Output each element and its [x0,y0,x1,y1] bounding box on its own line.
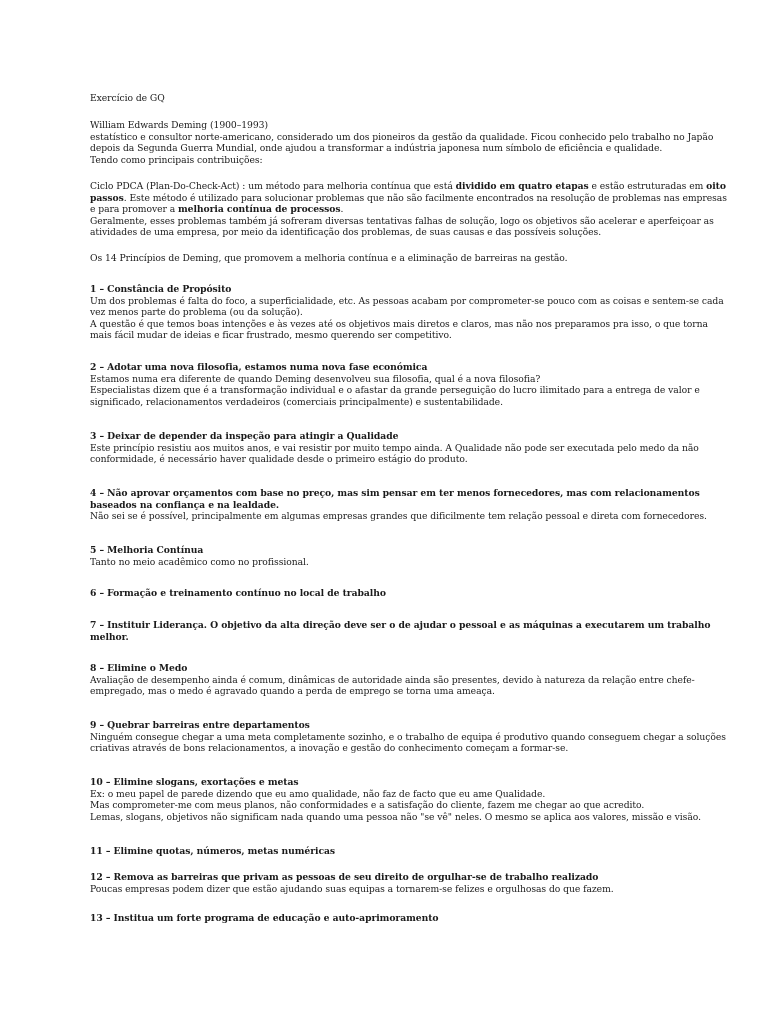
principle-section [90,777,701,823]
principle-text: significado, relacionamentos verdadeiros (comerciais principalmente) e sustentabilidade. [90,396,503,408]
pdca-emphasis: oito [706,181,726,192]
principle-text: Lemas, slogans, objetivos não significam nada quando uma pessoa não "se vê" neles. O mesmo se aplica aos valores, missão e visão. [90,811,701,823]
principle-heading: baseados na confiança e na lealdade. [90,499,280,511]
pdca-line [90,204,690,216]
pdca-text: e estão estruturadas em [588,181,707,192]
principle-text: Ninguém consegue chegar a uma meta completamente sozinho, e o trabalho de equipa é produtivo quando conseguem chegar a soluções [90,731,726,743]
author-line: William Edwards Deming (1900–1993) [90,120,268,131]
principle-section [90,284,724,342]
principle-heading: 1 – Constância de Propósito [90,284,232,295]
principle-section [90,620,711,643]
principle-section [90,362,700,408]
pdca-emphasis: passos [90,192,124,204]
pdca-emphasis: melhoria contínua de processos [178,204,341,216]
principle-text: vez menos parte do problema (ou da solução). [90,307,303,319]
pdca-line [90,192,727,205]
principle-text: empregado, mas o medo é agravado quando a perda de emprego se torna uma ameaça. [90,686,495,698]
principle-text: Estamos numa era diferente de quando Deming desenvolveu sua filosofia, qual é a nova filosofia? [90,373,541,385]
pdca-paragraph [90,181,727,239]
principle-heading: 5 – Melhoria Contínua [90,545,204,556]
principle-heading: 13 – Institua um forte programa de educação e auto-aprimoramento [90,913,439,924]
principle-heading: 4 – Não aprovar orçamentos com base no preço, mas sim pensar em ter menos fornecedores, mas com relacionamentos [90,488,700,499]
intro-line: estatístico e consultor norte-americano, considerado um dos pioneiros da gestão da qualidade. Ficou conhecido pelo trabalho no Japão [90,131,714,143]
pdca-text: . Este método é utilizado para solucionar problemas que não são facilmente encontrados na resolução de problemas nas empresas [123,192,727,204]
principle-section [90,488,707,523]
principle-text: A questão é que temos boas intenções e às vezes até os objetivos mais diretos e claros, mas não nos preparamos pra isso, o que torna [90,318,708,330]
principle-heading: 10 – Elimine slogans, exortações e metas [90,777,299,788]
principle-heading: 11 – Elimine quotas, números, metas numéricas [90,846,336,857]
pdca-text: . [340,204,344,216]
principle-section [90,663,695,698]
principle-section [90,431,699,466]
principle-text: Tanto no meio acadêmico como no profissional. [90,556,309,568]
principle-text: mais fácil mudar de ideias e ficar frustrado, mesmo querendo ser competitivo. [90,330,452,342]
pdca-line: atividades de uma empresa, por meio da identificação dos problemas, de suas causas e das possíveis soluções. [90,227,602,239]
pdca-emphasis: dividido em quatro etapas [455,181,589,192]
principle-text: Este princípio resistiu aos muitos anos, e vai resistir por muito tempo ainda. A Qualidade não pode ser executada pelo medo da não [90,442,699,454]
pdca-line [90,181,726,193]
document-title: Exercício de GQ [90,93,165,104]
principles-intro: Os 14 Princípios de Deming, que promovem a melhoria contínua e a eliminação de barreiras na gestão. [90,253,568,264]
principle-text: criativas através de bons relacionamentos, a inovação e gestão do conhecimento começam a formar-se. [90,743,569,755]
intro-line: depois da Segunda Guerra Mundial, onde ajudou a transformar a indústria japonesa num símbolo de eficiência e qualidade. [90,143,663,155]
document-title-block [90,93,690,105]
principle-section [90,872,690,895]
principle-text: Um dos problemas é falta do foco, a superficialidade, etc. As pessoas acabam por comprometer-se pouco com as coisas e sentem-se cada [90,295,724,307]
principle-text: Mas comprometer-me com meus planos, não conformidades e a satisfação do cliente, fazem me chegar ao que acredito. [90,800,645,812]
principle-section [90,846,690,858]
principle-text: Especialistas dizem que é a transformação individual e o afastar da grande perseguição do lucro ilimitado para a entrega de valor e [90,385,700,397]
principle-heading: 12 – Remova as barreiras que privam as pessoas de seu direito de orgulhar-se de trabalho realizado [90,872,599,883]
pdca-text: Ciclo PDCA (Plan-Do-Check-Act) : um método para melhoria contínua que está [90,181,456,192]
principle-text: Não sei se é possível, principalmente em algumas empresas grandes que dificilmente tem relação pessoal e direta com fornecedores. [90,511,707,523]
principle-heading: 9 – Quebrar barreiras entre departamentos [90,720,310,731]
principle-text: conformidade, é necessário haver qualidade desde o primeiro estágio do produto. [90,454,468,466]
principle-heading: 7 – Instituir Liderança. O objetivo da alta direção deve ser o de ajudar o pessoal e as máquinas a executarem um trabalho [90,620,711,631]
principle-heading: 2 – Adotar uma nova filosofia, estamos numa nova fase económica [90,362,428,373]
principles-intro-block [90,253,690,265]
principle-section [90,545,690,568]
principle-text: Poucas empresas podem dizer que estão ajudando suas equipas a tornarem-se felizes e orgulhosas do que fazem. [90,883,614,895]
intro-block [90,120,714,166]
intro-line: Tendo como principais contribuições: [90,154,263,166]
principle-text: Avaliação de desempenho ainda é comum, dinâmicas de autoridade ainda são presentes, devido à natureza da relação entre chefe- [90,674,695,686]
principle-heading: 3 – Deixar de depender da inspeção para atingir a Qualidade [90,431,399,442]
pdca-line: Geralmente, esses problemas também já sofreram diversas tentativas falhas de solução, logo os objetivos são acelerar e aperfeiçoar as [90,215,714,227]
principle-heading: melhor. [90,631,129,643]
principle-section [90,588,690,600]
principle-heading: 8 – Elimine o Medo [90,663,188,674]
principle-heading: 6 – Formação e treinamento contínuo no local de trabalho [90,588,386,599]
principle-text: Ex: o meu papel de parede dizendo que eu amo qualidade, não faz de facto que eu ame Qualidade. [90,788,546,800]
principle-section [90,720,726,755]
pdca-text: e para promover a [90,204,178,216]
principle-section [90,913,690,925]
